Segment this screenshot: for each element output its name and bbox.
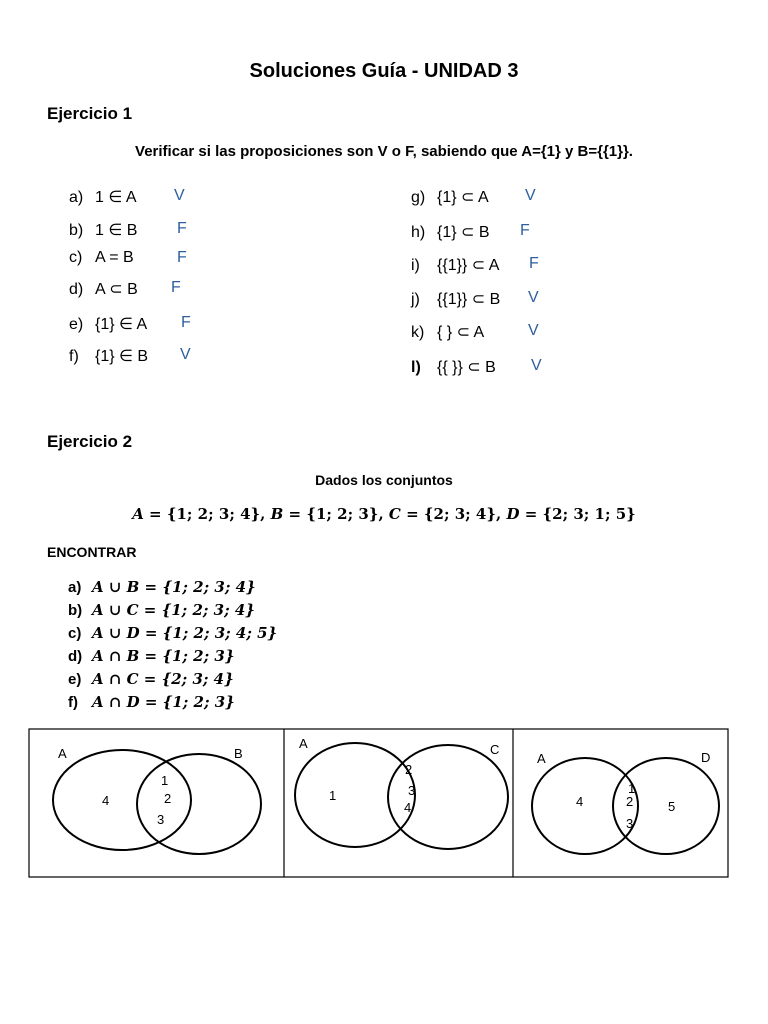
proposition-answer: V xyxy=(531,357,542,374)
proposition-answer: F xyxy=(177,220,187,237)
proposition-answer: V xyxy=(180,346,191,363)
set-value: {1; 2; 3} xyxy=(306,505,379,523)
ejercicio-2-heading: Ejercicio 2 xyxy=(47,432,133,451)
proposition-answer: F xyxy=(171,279,181,296)
venn-element: 3 xyxy=(157,812,165,827)
given-sets-label: Dados los conjuntos xyxy=(315,472,453,488)
proposition-label: j) xyxy=(411,291,420,308)
proposition-label: i) xyxy=(411,257,420,274)
venn-circle-left xyxy=(295,743,415,847)
proposition-label: l) xyxy=(411,359,421,376)
venn-set-label: A xyxy=(299,736,308,751)
operation-label: f) xyxy=(68,694,78,711)
operation-expression: A ∩ C = {2; 3; 4} xyxy=(92,670,234,688)
operation-label: b) xyxy=(68,602,83,619)
ejercicio-1-heading: Ejercicio 1 xyxy=(47,104,133,123)
set-name: A xyxy=(132,505,144,523)
document-title: Soluciones Guía - UNIDAD 3 xyxy=(249,60,519,82)
proposition-expression: {1} ⊂ A xyxy=(437,189,489,206)
venn-diagram-a-b xyxy=(53,746,261,854)
proposition-label: k) xyxy=(411,324,425,341)
proposition-answer: V xyxy=(174,187,185,204)
proposition-answer: F xyxy=(177,249,187,266)
proposition-expression: {{ }} ⊂ B xyxy=(437,359,496,376)
venn-set-label: A xyxy=(537,751,546,766)
venn-element: 4 xyxy=(576,794,584,809)
proposition-label: e) xyxy=(69,316,84,333)
venn-element: 1 xyxy=(329,788,337,803)
venn-set-label: D xyxy=(701,750,711,765)
proposition-answer: V xyxy=(525,187,536,204)
venn-circle-left xyxy=(532,758,638,854)
proposition-expression: A ⊂ B xyxy=(95,281,138,298)
proposition-label: h) xyxy=(411,224,426,241)
set-value: {2; 3; 4} xyxy=(423,505,496,523)
venn-diagram-a-c xyxy=(295,736,508,849)
set-name: D xyxy=(506,505,520,523)
ejercicio-1-instruction: Verificar si las proposiciones son V o F, sabiendo que A={1} y B={{1}}. xyxy=(135,143,633,160)
proposition-label: c) xyxy=(69,249,83,266)
operation-expression: A ∩ D = {1; 2; 3} xyxy=(92,693,235,711)
operation-expression: A ∪ C = {1; 2; 3; 4} xyxy=(92,601,255,619)
venn-element: 3 xyxy=(408,783,416,798)
proposition-answer: F xyxy=(181,314,191,331)
proposition-label: d) xyxy=(69,281,84,298)
operation-label: d) xyxy=(68,648,83,665)
proposition-expression: {1} ∈ A xyxy=(95,316,148,333)
set-name: C xyxy=(388,505,401,523)
venn-element: 1 xyxy=(161,773,169,788)
venn-element: 1 xyxy=(628,781,636,796)
venn-element: 2 xyxy=(405,762,413,777)
proposition-expression: { } ⊂ A xyxy=(437,324,485,341)
venn-diagram-a-d xyxy=(532,750,719,854)
venn-element: 4 xyxy=(404,800,412,815)
venn-set-label: B xyxy=(234,746,243,761)
proposition-label: f) xyxy=(69,348,79,365)
proposition-expression: 1 ∈ B xyxy=(95,222,138,239)
proposition-answer: F xyxy=(520,222,530,239)
venn-element: 3 xyxy=(626,816,634,831)
proposition-label: b) xyxy=(69,222,84,239)
proposition-answer: F xyxy=(529,255,539,272)
operation-expression: A ∩ B = {1; 2; 3} xyxy=(92,647,235,665)
find-label: ENCONTRAR xyxy=(47,544,137,560)
venn-set-label: A xyxy=(58,746,67,761)
proposition-expression: {{1}} ⊂ B xyxy=(437,291,501,308)
venn-circle-right xyxy=(137,754,261,854)
set-name: B xyxy=(270,505,284,523)
venn-circle-right xyxy=(388,745,508,849)
proposition-answer: V xyxy=(528,289,539,306)
proposition-expression: {1} ∈ B xyxy=(95,348,149,365)
sets-definition: A = {1; 2; 3; 4}, B = {1; 2; 3}, C = {2; 3; 4}, D = {2; 3; 1; 5} xyxy=(132,505,636,523)
venn-set-label: C xyxy=(490,742,500,757)
proposition-expression: {1} ⊂ B xyxy=(437,224,490,241)
operation-label: c) xyxy=(68,625,82,642)
proposition-answer: V xyxy=(528,322,539,339)
proposition-label: a) xyxy=(69,189,84,206)
operation-label: a) xyxy=(68,579,82,596)
set-value: {2; 3; 1; 5} xyxy=(542,505,636,523)
proposition-expression: A = B xyxy=(95,249,134,266)
operation-label: e) xyxy=(68,671,82,688)
venn-element: 5 xyxy=(668,799,676,814)
venn-element: 2 xyxy=(626,794,634,809)
set-value: {1; 2; 3; 4} xyxy=(166,505,261,523)
proposition-expression: 1 ∈ A xyxy=(95,189,137,206)
venn-element: 2 xyxy=(164,791,172,806)
venn-element: 4 xyxy=(102,793,110,808)
proposition-label: g) xyxy=(411,189,426,206)
proposition-expression: {{1}} ⊂ A xyxy=(437,257,500,274)
operation-expression: A ∪ D = {1; 2; 3; 4; 5} xyxy=(92,624,278,642)
operation-expression: A ∪ B = {1; 2; 3; 4} xyxy=(92,578,256,596)
